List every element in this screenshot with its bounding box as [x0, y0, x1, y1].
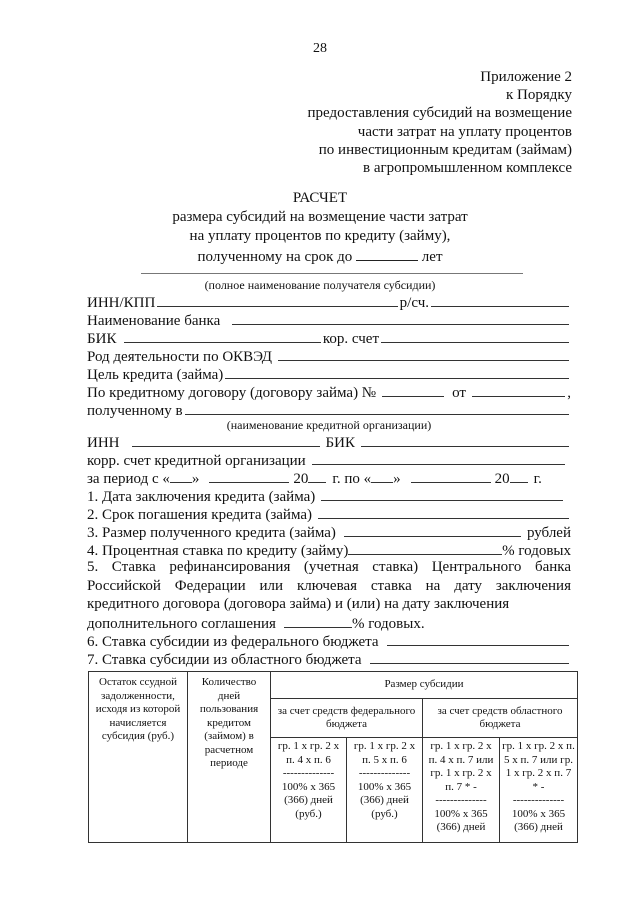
item-5-field[interactable] — [284, 614, 352, 628]
item-3-label: 3. Размер полученного кредита (займа) — [87, 525, 336, 541]
bik-label: БИК — [87, 331, 117, 347]
calculation-table — [88, 671, 578, 843]
appendix-line: части затрат на уплату процентов — [357, 123, 572, 140]
org-inn-row — [87, 433, 571, 451]
title-line-1: размера субсидий на возмещение части затрат — [172, 209, 468, 225]
item-3-unit: рублей — [526, 525, 571, 541]
period-row — [87, 469, 571, 487]
contract-from-label: от — [452, 385, 466, 401]
bank-caption: (наименование кредитной организации) — [226, 418, 432, 432]
bank-name-label: Наименование банка — [87, 313, 221, 329]
item-7-field[interactable] — [370, 650, 569, 664]
item-5-last-label: дополнительного соглашения — [87, 616, 276, 632]
bank-name-field[interactable] — [232, 311, 569, 325]
item-6-label: 6. Ставка субсидии из федерального бюджета — [87, 634, 379, 650]
appendix-line: предоставления субсидий на возмещение — [307, 105, 572, 122]
bik-row — [87, 329, 571, 347]
contract-date-field[interactable] — [472, 383, 565, 397]
item-6-row — [87, 632, 571, 650]
bank-org-field[interactable] — [185, 401, 569, 415]
bik-field[interactable] — [124, 329, 320, 343]
contract-label: По кредитному договору (договору займа) № — [87, 385, 377, 401]
period-to-day-field[interactable] — [371, 469, 393, 483]
period-to-year-field[interactable] — [510, 469, 528, 483]
org-corr-row — [87, 451, 571, 469]
item-2-label: 2. Срок погашения кредита (займа) — [87, 507, 312, 523]
formula-divider: -------------- — [282, 767, 335, 779]
year-prefix: 20 — [293, 471, 309, 487]
title-line-2: на уплату процентов по кредиту (займу), — [189, 228, 451, 244]
document-title — [0, 189, 640, 267]
item-5-last-row — [87, 614, 571, 632]
org-corr-field[interactable] — [312, 451, 565, 465]
recipient-name-field[interactable] — [141, 273, 523, 274]
appendix-line: Приложение 2 — [480, 69, 572, 85]
title-line-3 — [0, 246, 640, 267]
col-remaining-debt-header: Остаток ссудной задолженности, исходя из которой начисляется субсидия (руб.) — [89, 672, 188, 843]
formula-cell-federal-1 — [271, 738, 347, 843]
item-4-unit: % годовых — [502, 543, 571, 559]
formula-denominator: 100% x 365 (366) дней (руб.) — [281, 780, 336, 820]
year-suffix: г. — [533, 471, 542, 487]
formula-cell-federal-2 — [347, 738, 423, 843]
received-in-label: полученному в — [87, 403, 183, 419]
recipient-caption: (полное наименование получателя субсидии) — [204, 278, 436, 292]
org-bik-label: БИК — [325, 435, 355, 451]
item-2-field[interactable] — [318, 505, 569, 519]
item-4-field[interactable] — [348, 541, 502, 555]
formula-divider: -------------- — [435, 794, 487, 806]
formula-cell-regional-2 — [500, 738, 578, 843]
item-1-label: 1. Дата заключения кредита (займа) — [87, 489, 316, 505]
inn-kpp-row — [87, 293, 571, 311]
contract-number-field[interactable] — [382, 383, 444, 397]
org-inn-field[interactable] — [132, 433, 320, 447]
received-in-row — [87, 401, 571, 419]
formula-divider: -------------- — [358, 767, 411, 779]
account-field[interactable] — [431, 293, 569, 307]
inn-kpp-label: ИНН/КПП — [87, 295, 156, 311]
term-years-field[interactable] — [356, 246, 418, 261]
item-1-field[interactable] — [321, 487, 563, 501]
period-from-year-field[interactable] — [308, 469, 326, 483]
formula-numerator: гр. 1 x гр. 2 x п. 5 x п. 7 или гр. 1 x гр. 2 x п. 7 * - — [502, 740, 575, 793]
formula-numerator: гр. 1 x гр. 2 x п. 4 x п. 7 или гр. 1 x гр. 2 x п. 7 * - — [428, 740, 494, 793]
quote-close: » — [191, 471, 200, 487]
item-4-row — [87, 541, 571, 559]
org-inn-label: ИНН — [87, 435, 120, 451]
col-days-header: Количество дней пользования кредитом (займом) в расчетном периоде — [188, 672, 271, 843]
bank-name-row — [87, 311, 571, 329]
period-to-month-field[interactable] — [411, 469, 491, 483]
year-prefix: 20 — [494, 471, 510, 487]
formula-numerator: гр. 1 x гр. 2 x п. 5 x п. 6 — [353, 740, 416, 766]
okved-row — [87, 347, 571, 365]
okved-label: Род деятельности по ОКВЭД — [87, 349, 273, 365]
item-7-row — [87, 650, 571, 668]
period-from-day-field[interactable] — [170, 469, 192, 483]
item-7-label: 7. Ставка субсидии из областного бюджета — [87, 652, 362, 668]
subsidy-size-header: Размер субсидии — [271, 672, 578, 699]
item-6-field[interactable] — [387, 632, 569, 646]
corr-account-field[interactable] — [381, 329, 569, 343]
item-2-row — [87, 505, 571, 523]
purpose-field[interactable] — [225, 365, 569, 379]
appendix-line: по инвестиционным кредитам (займам) — [318, 141, 572, 158]
formula-denominator: 100% x 365 (366) дней (руб.) — [357, 780, 412, 820]
period-from-label: за период с « — [87, 471, 170, 487]
period-from-month-field[interactable] — [209, 469, 289, 483]
title-heading: РАСЧЕТ — [292, 190, 348, 206]
title-line-3-suffix: лет — [421, 249, 443, 265]
inn-kpp-field[interactable] — [157, 293, 397, 307]
okved-field[interactable] — [278, 347, 569, 361]
item-5-paragraph: 5. Ставка рефинансирования (учетная ставка) Центрального банка Российской Федерации или ключевая ставка на дату заключения кредитного договора (договора займа) и (или) на дату заключения — [87, 559, 571, 613]
formula-numerator: гр. 1 x гр. 2 x п. 4 x п. 6 — [277, 740, 340, 766]
appendix-header — [308, 68, 573, 177]
formula-denominator: 100% x 365 (366) дней — [511, 807, 566, 833]
page-number: 28 — [313, 41, 327, 56]
period-to-label: г. по « — [332, 471, 372, 487]
title-line-3-prefix: полученному на срок до — [197, 249, 353, 265]
appendix-line: в агропромышленном комплексе — [363, 160, 572, 177]
item-5-unit: % годовых. — [351, 616, 425, 632]
item-4-label: 4. Процентная ставка по кредиту (займу) — [87, 543, 349, 559]
corr-account-label: кор. счет — [322, 331, 379, 347]
purpose-row — [87, 365, 571, 383]
regional-budget-header: за счет средств областного бюджета — [423, 699, 578, 738]
account-label: р/сч. — [399, 295, 429, 311]
item-3-row — [87, 523, 571, 541]
federal-budget-header: за счет средств федерального бюджета — [271, 699, 423, 738]
formula-cell-regional-1 — [423, 738, 500, 843]
contract-row — [87, 383, 571, 401]
purpose-label: Цель кредита (займа) — [87, 367, 224, 383]
item-3-field[interactable] — [344, 523, 521, 537]
formula-divider: -------------- — [512, 794, 565, 806]
org-bik-field[interactable] — [361, 433, 569, 447]
quote-close: » — [393, 471, 401, 487]
org-corr-label: корр. счет кредитной организации — [87, 453, 306, 469]
contract-comma: , — [567, 385, 571, 401]
appendix-line: к Порядку — [506, 87, 572, 104]
item-1-row — [87, 487, 571, 505]
formula-denominator: 100% x 365 (366) дней — [434, 807, 488, 833]
